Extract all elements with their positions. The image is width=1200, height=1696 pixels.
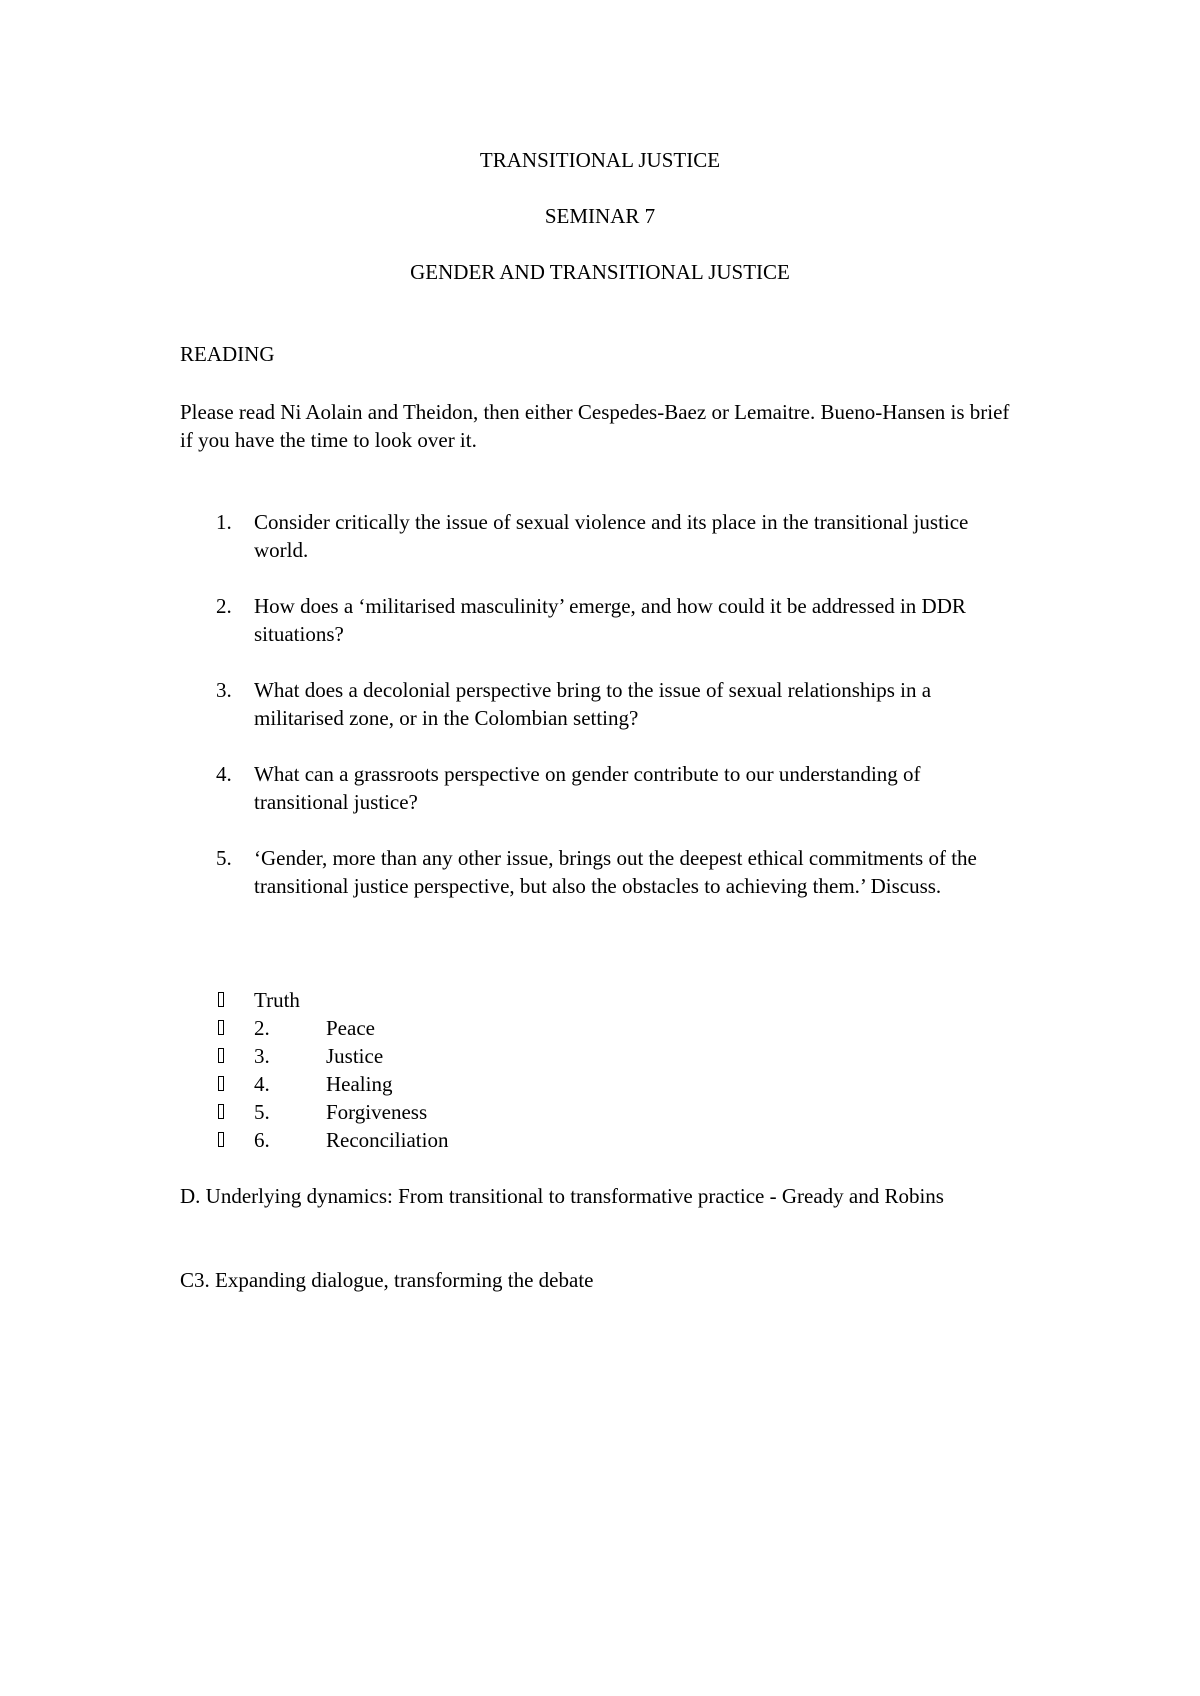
course-title: TRANSITIONAL JUSTICE	[479, 148, 721, 172]
bullet-item	[180, 1098, 780, 1126]
bullet-list	[180, 986, 780, 1154]
bullet-box-icon	[218, 992, 224, 1007]
bullet-number: 6.	[254, 1128, 270, 1152]
bullet-number: 4.	[254, 1072, 270, 1096]
expanding-dialogue-note: C3. Expanding dialogue, transforming the debate	[180, 1268, 594, 1292]
question-text: What can a grassroots perspective on gender contribute to our understanding of transitional justice?	[254, 762, 921, 814]
underlying-dynamics-note: D. Underlying dynamics: From transitional to transformative practice - Gready and Robins	[180, 1184, 944, 1208]
bullet-text: Peace	[326, 1016, 375, 1040]
question-item	[180, 592, 1020, 648]
question-number: 2.	[216, 594, 232, 618]
question-text: What does a decolonial perspective bring to the issue of sexual relationships in a militarised zone, or in the Colombian setting?	[254, 678, 932, 730]
reading-intro: Please read Ni Aolain and Theidon, then either Cespedes-Baez or Lemaitre. Bueno-Hansen is brief if you have the time to look over it.	[180, 400, 1010, 452]
bullet-item	[180, 1070, 780, 1098]
bullet-item	[180, 1126, 780, 1154]
bullet-text: Healing	[326, 1072, 393, 1096]
question-item	[180, 676, 1020, 732]
question-number: 1.	[216, 510, 232, 534]
bullet-number: 2.	[254, 1016, 270, 1040]
bullet-box-icon	[218, 1132, 224, 1147]
bullet-box-icon	[218, 1048, 224, 1063]
bullet-item	[180, 1042, 780, 1070]
question-text: ‘Gender, more than any other issue, brings out the deepest ethical commitments of the transitional justice perspective, but also the obstacles to achieving them.’ Discuss.	[254, 846, 977, 898]
seminar-title: SEMINAR 7	[544, 204, 656, 228]
question-list	[180, 508, 1020, 928]
bullet-box-icon	[218, 1020, 224, 1035]
bullet-item	[180, 1014, 780, 1042]
bullet-text: Reconciliation	[326, 1128, 449, 1152]
question-number: 3.	[216, 678, 232, 702]
question-number: 5.	[216, 846, 232, 870]
bullet-text: Justice	[326, 1044, 384, 1068]
bullet-box-icon	[218, 1076, 224, 1091]
question-text: How does a ‘militarised masculinity’ emerge, and how could it be addressed in DDR situations?	[254, 594, 966, 646]
bullet-number: 5.	[254, 1100, 270, 1124]
question-text: Consider critically the issue of sexual violence and its place in the transitional justice world.	[254, 510, 969, 562]
question-item	[180, 844, 1020, 900]
reading-heading: READING	[180, 342, 275, 366]
topic-title: GENDER AND TRANSITIONAL JUSTICE	[410, 260, 790, 284]
bullet-item	[180, 986, 780, 1014]
question-item	[180, 760, 1020, 816]
question-item	[180, 508, 1020, 564]
question-number: 4.	[216, 762, 232, 786]
bullet-number: 3.	[254, 1044, 270, 1068]
bullet-box-icon	[218, 1104, 224, 1119]
bullet-text: Forgiveness	[326, 1100, 428, 1124]
bullet-text: Truth	[254, 988, 300, 1012]
